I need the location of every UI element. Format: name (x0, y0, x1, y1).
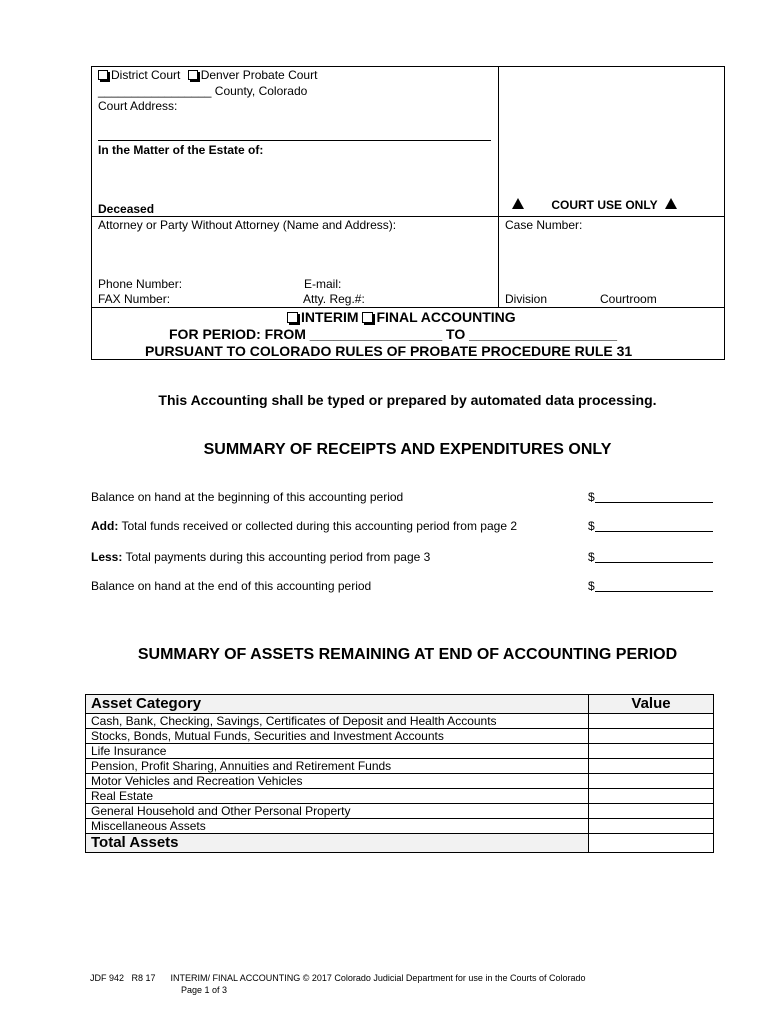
county-line: _________________ County, Colorado (98, 84, 308, 98)
summary-row (91, 489, 723, 505)
final-checkbox[interactable] (362, 312, 373, 323)
summary-row (91, 518, 723, 534)
asset-value-cell[interactable] (589, 714, 714, 729)
value-header: Value (589, 695, 714, 714)
summary-row-text: Balance on hand at the beginning of this accounting period (91, 490, 404, 504)
footer-line-1: JDF 942 R8 17 INTERIM/ FINAL ACCOUNTING © 2017 Colorado Judicial Department for use in the Courts of Colorado (90, 973, 586, 983)
instruction-text: This Accounting shall be typed or prepared by automated data processing. (158, 392, 657, 408)
total-assets-label: Total Assets (86, 834, 589, 853)
table-row (86, 729, 714, 744)
caption-divider-vertical (498, 66, 499, 308)
case-number-label: Case Number: (505, 218, 583, 232)
up-arrow-icon (512, 198, 524, 209)
final-label: FINAL ACCOUNTING (376, 309, 516, 325)
court-address-label: Court Address: (98, 99, 178, 113)
amount-field[interactable] (595, 550, 713, 563)
court-use-only-label: COURT USE ONLY (551, 198, 658, 212)
district-court-checkbox[interactable] (98, 70, 108, 80)
email-label: E-mail: (304, 277, 342, 291)
asset-category-cell: General Household and Other Personal Property (86, 804, 589, 819)
asset-value-cell[interactable] (589, 804, 714, 819)
interim-label: INTERIM (301, 309, 359, 325)
phone-label: Phone Number: (98, 277, 183, 291)
rule-line: PURSUANT TO COLORADO RULES OF PROBATE PROCEDURE RULE 31 (145, 343, 633, 359)
summary-row (91, 578, 723, 594)
asset-category-cell: Real Estate (86, 789, 589, 804)
asset-category-cell: Pension, Profit Sharing, Annuities and Retirement Funds (86, 759, 589, 774)
district-court-label: District Court (111, 68, 181, 82)
matter-label: In the Matter of the Estate of: (98, 143, 264, 157)
period-line: FOR PERIOD: FROM _________________ TO ___________________ (169, 326, 618, 342)
summary-title: SUMMARY OF RECEIPTS AND EXPENDITURES ONLY (203, 441, 612, 458)
assets-header-row (86, 695, 714, 714)
table-row (86, 819, 714, 834)
footer (90, 972, 586, 996)
atty-reg-label: Atty. Reg.#: (303, 292, 365, 306)
up-arrow-icon (665, 198, 677, 209)
amount-field[interactable] (595, 579, 713, 592)
asset-value-cell[interactable] (589, 744, 714, 759)
interim-checkbox[interactable] (287, 312, 298, 323)
asset-category-cell: Miscellaneous Assets (86, 819, 589, 834)
currency-symbol: $ (588, 490, 595, 504)
total-assets-value[interactable] (589, 834, 714, 853)
division-label: Division (505, 292, 548, 306)
summary-row-prefix: Less: (91, 550, 123, 564)
assets-table (85, 694, 714, 853)
asset-value-cell[interactable] (589, 759, 714, 774)
table-row (86, 759, 714, 774)
table-row (86, 744, 714, 759)
deceased-label: Deceased (98, 202, 155, 216)
amount-field[interactable] (595, 490, 713, 503)
assets-title: SUMMARY OF ASSETS REMAINING AT END OF ACCOUNTING PERIOD (137, 646, 678, 663)
currency-symbol: $ (588, 550, 595, 564)
asset-value-cell[interactable] (589, 729, 714, 744)
table-row (86, 804, 714, 819)
amount-field[interactable] (595, 519, 713, 532)
probate-court-label: Denver Probate Court (200, 68, 318, 82)
summary-row-text: Balance on hand at the end of this accounting period (91, 579, 372, 593)
asset-value-cell[interactable] (589, 789, 714, 804)
table-row (86, 789, 714, 804)
summary-row-text: Total payments during this accounting period from page 3 (122, 550, 431, 564)
asset-category-header: Asset Category (86, 695, 589, 714)
caption-divider-1 (91, 216, 725, 217)
asset-category-cell: Stocks, Bonds, Mutual Funds, Securities and Investment Accounts (86, 729, 589, 744)
total-row (86, 834, 714, 853)
page-number: Page 1 of 3 (181, 985, 228, 995)
currency-symbol: $ (588, 519, 595, 533)
summary-row (91, 549, 723, 565)
currency-symbol: $ (588, 579, 595, 593)
table-row (86, 714, 714, 729)
table-row (86, 774, 714, 789)
accounting-type (287, 308, 516, 326)
summary-row-prefix: Add: (91, 519, 119, 533)
court-use-only (512, 198, 692, 212)
asset-category-cell: Motor Vehicles and Recreation Vehicles (86, 774, 589, 789)
asset-category-cell: Life Insurance (86, 744, 589, 759)
summary-row-text: Total funds received or collected during this accounting period from page 2 (118, 519, 518, 533)
attorney-label: Attorney or Party Without Attorney (Name and Address): (98, 218, 397, 232)
asset-value-cell[interactable] (589, 774, 714, 789)
probate-court-checkbox[interactable] (188, 70, 198, 80)
asset-value-cell[interactable] (589, 819, 714, 834)
asset-category-cell: Cash, Bank, Checking, Savings, Certificates of Deposit and Health Accounts (86, 714, 589, 729)
courtroom-label: Courtroom (600, 292, 657, 306)
court-address-line (98, 140, 491, 141)
court-selection (98, 68, 317, 82)
fax-label: FAX Number: (98, 292, 171, 306)
